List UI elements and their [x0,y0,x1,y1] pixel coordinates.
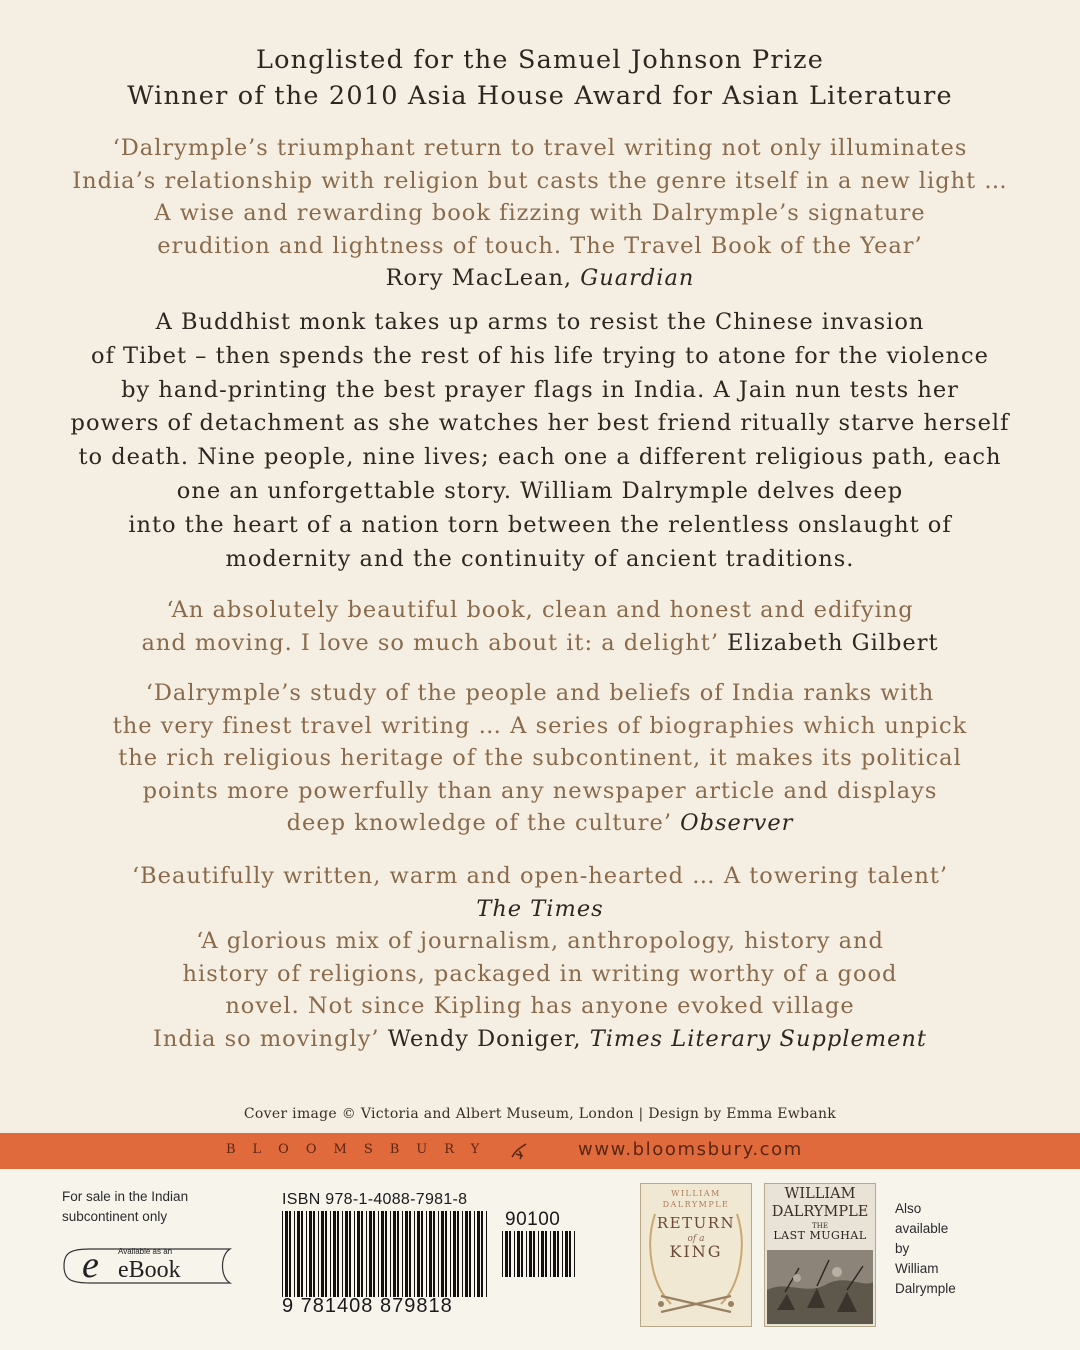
barcode-bar [477,1211,480,1297]
barcode-bar [369,1211,372,1297]
barcode-bar [318,1211,319,1297]
thumbnail-author: WILLIAM DALRYMPLE [771,1186,869,1220]
cover-credit: Cover image © Victoria and Albert Museum, London | Design by Emma Ewbank [243,1106,837,1122]
barcode-bar [309,1211,312,1297]
barcode-bar [390,1211,391,1297]
ebook-available-label: Available as an [118,1247,173,1256]
barcode-bar [429,1211,432,1297]
barcode-bar [397,1211,399,1297]
barcode-bar [357,1211,360,1297]
quote-attribution: Elizabeth Gilbert [727,629,939,656]
bloomsbury-logo-icon [508,1140,530,1166]
barcode-bar [469,1211,471,1297]
thumbnail-title: RETURN [656,1214,736,1232]
barcode-bar [330,1211,331,1297]
description-line: A Buddhist monk takes up arms to resist the Chinese invasion [155,309,925,335]
review-quote-guardian [0,132,1080,295]
price-code: 90100 [505,1209,561,1230]
award-line-1: Longlisted for the Samuel Johnson Prize [256,45,824,75]
attribution-name: Rory MacLean, [385,265,573,291]
barcode-bar [381,1211,384,1297]
attribution-source: Guardian [580,265,695,291]
barcode-bar [321,1211,324,1297]
quote-line: the rich religious heritage of the subcontinent, it makes its political [118,745,962,771]
barcode-bars [280,1211,490,1297]
barcode-bar [514,1231,515,1277]
quote-attribution: Observer [680,810,794,836]
quote-attribution: The Times [476,895,604,922]
also-line: available [895,1221,949,1236]
quote-text: deep knowledge of the culture’ [286,810,672,836]
barcode-bar [538,1231,539,1277]
description-line: to death. Nine people, nine lives; each one a different religious path, each [78,444,1002,471]
quote-text: India so movingly’ [153,1025,380,1052]
barcode-bar [441,1211,444,1297]
ebook-e-icon: e [82,1244,99,1286]
barcode [280,1211,490,1301]
award-line-2: Winner of the 2010 Asia House Award for Asian Literature [127,81,953,111]
review-quote-times-and-tls [0,860,1080,1055]
barcode-bar [417,1211,420,1297]
barcode-bar [465,1211,468,1297]
barcode-bar [521,1231,523,1277]
barcode-bar [373,1211,375,1297]
barcode-bar [402,1211,403,1297]
barcode-bar [509,1231,511,1277]
barcode-bar [285,1211,288,1297]
publisher-name: BLOOMSBURY [226,1142,497,1157]
barcode-bar [517,1231,520,1277]
quote-line: ‘An absolutely beautiful book, clean and honest and edifying [166,597,914,623]
barcode-bar [301,1211,303,1297]
barcode-bar [486,1211,487,1297]
barcode-bar [541,1231,544,1277]
publisher-band [0,1133,1080,1169]
quote-line [0,627,1080,660]
description-line: modernity and the continuity of ancient traditions. [225,545,855,572]
barcode-bar [562,1231,563,1277]
barcode-bar [529,1231,532,1277]
quote-attribution [0,262,1080,295]
description-line: into the heart of a nation torn between the relentless onslaught of [128,511,952,538]
review-quote-gilbert [0,594,1080,659]
barcode-bar [502,1231,503,1277]
barcode-digits: 9 781408 879818 [282,1295,453,1317]
quote-line: ‘Dalrymple’s triumphant return to travel writing not only illuminates [112,135,968,161]
barcode-bar [505,1231,508,1277]
attribution-name: Wendy Doniger, [387,1025,582,1052]
barcode-bar [385,1211,387,1297]
thumbnail-title: LAST MUGHAL [773,1229,867,1242]
barcode-bar [297,1211,300,1297]
quote-line: history of religions, packaged in writing worthy of a good [182,960,898,987]
quote-text: and moving. I love so much about it: a delight’ [141,629,719,656]
quote-line: ‘A glorious mix of journalism, anthropology, history and [196,928,884,954]
quote-line: erudition and lightness of touch. The Travel Book of the Year’ [157,232,923,259]
barcode-bar [453,1211,456,1297]
barcode-bar [433,1211,435,1297]
also-line: Also [895,1201,922,1216]
attribution-source: Times Literary Supplement [589,1025,927,1052]
barcode-bar [345,1211,348,1297]
thumbnail-title-king: KING [669,1242,723,1261]
thumbnail-author: WILLIAM DALRYMPLE [662,1189,730,1209]
barcode-bar [557,1231,559,1277]
barcode-bar [569,1231,571,1277]
bottom-panel [0,1169,1080,1350]
barcode-bar [409,1211,411,1297]
barcode-bar [565,1231,568,1277]
crossed-swords-icon [641,1184,751,1326]
battle-painting-icon [767,1250,873,1324]
barcode-bar [337,1211,339,1297]
barcode-bar [481,1211,483,1297]
barcode-bar [282,1211,283,1297]
description-line: one an unforgettable story. William Dalrymple delves deep [176,477,904,504]
barcode-bar [354,1211,355,1297]
barcode-bar [526,1231,527,1277]
book-description [0,306,1080,576]
ebook-label: eBook [118,1257,181,1283]
barcode-bar [342,1211,343,1297]
quote-line: the very finest travel writing … A series of biographies which unpick [112,712,968,739]
barcode-bar [426,1211,427,1297]
barcode-bar [325,1211,327,1297]
price-code-bars [500,1231,578,1277]
barcode-bar [550,1231,551,1277]
barcode-bar [333,1211,336,1297]
publisher-url[interactable]: www.bloomsbury.com [578,1139,803,1160]
barcode-bar [574,1231,575,1277]
barcode-bar [349,1211,351,1297]
quote-line: novel. Not since Kipling has anyone evoked village [225,993,855,1019]
barcode-bar [438,1211,439,1297]
quote-line [0,1023,1080,1056]
barcode-bar [405,1211,408,1297]
barcode-bar [313,1211,315,1297]
barcode-bar [445,1211,447,1297]
quote-line [0,807,1080,840]
book-thumbnail-return-of-a-king[interactable] [640,1183,752,1327]
thumbnail-the: THE [812,1222,828,1230]
barcode-bar [393,1211,396,1297]
isbn: ISBN 978-1-4088-7981-8 [282,1191,468,1208]
quote-line: ‘Beautifully written, warm and open-hearted … A towering talent’ [131,863,949,889]
also-available-note [895,1199,956,1299]
sale-note: For sale in the Indian subcontinent only [62,1189,189,1224]
barcode-bar [553,1231,556,1277]
thumbnail-of: of a [687,1234,705,1244]
barcode-bar [294,1211,295,1297]
barcode-bar [289,1211,291,1297]
ebook-badge [60,1243,236,1289]
also-line: William [895,1261,939,1276]
also-line: Dalrymple [895,1281,956,1296]
quote-line: points more powerfully than any newspaper article and displays [142,777,938,804]
quote-line: India’s relationship with religion but casts the genre itself in a new light … [72,167,1008,194]
barcode-bar [474,1211,475,1297]
barcode-bar [545,1231,547,1277]
barcode-bar [457,1211,459,1297]
review-quote-observer [0,677,1080,840]
quote-line: ‘Dalrymple’s study of the people and beliefs of India ranks with [145,680,935,706]
barcode-bar [361,1211,363,1297]
barcode-bar [462,1211,463,1297]
barcode-bar [378,1211,379,1297]
also-line: by [895,1241,910,1256]
barcode-bar [366,1211,367,1297]
barcode-bar [450,1211,451,1297]
description-line: by hand-printing the best prayer flags in India. A Jain nun tests her [121,376,959,403]
description-line: of Tibet – then spends the rest of his life trying to atone for the violence [91,342,989,369]
quote-line: A wise and rewarding book fizzing with Dalrymple’s signature [154,200,926,226]
barcode-bar [421,1211,423,1297]
barcode-bar [533,1231,535,1277]
barcode-bar [306,1211,307,1297]
book-thumbnail-last-mughal[interactable] [764,1183,876,1327]
description-line: powers of detachment as she watches her best friend ritually starve herself [70,410,1010,437]
barcode-bar [414,1211,415,1297]
awards-block [0,42,1080,114]
